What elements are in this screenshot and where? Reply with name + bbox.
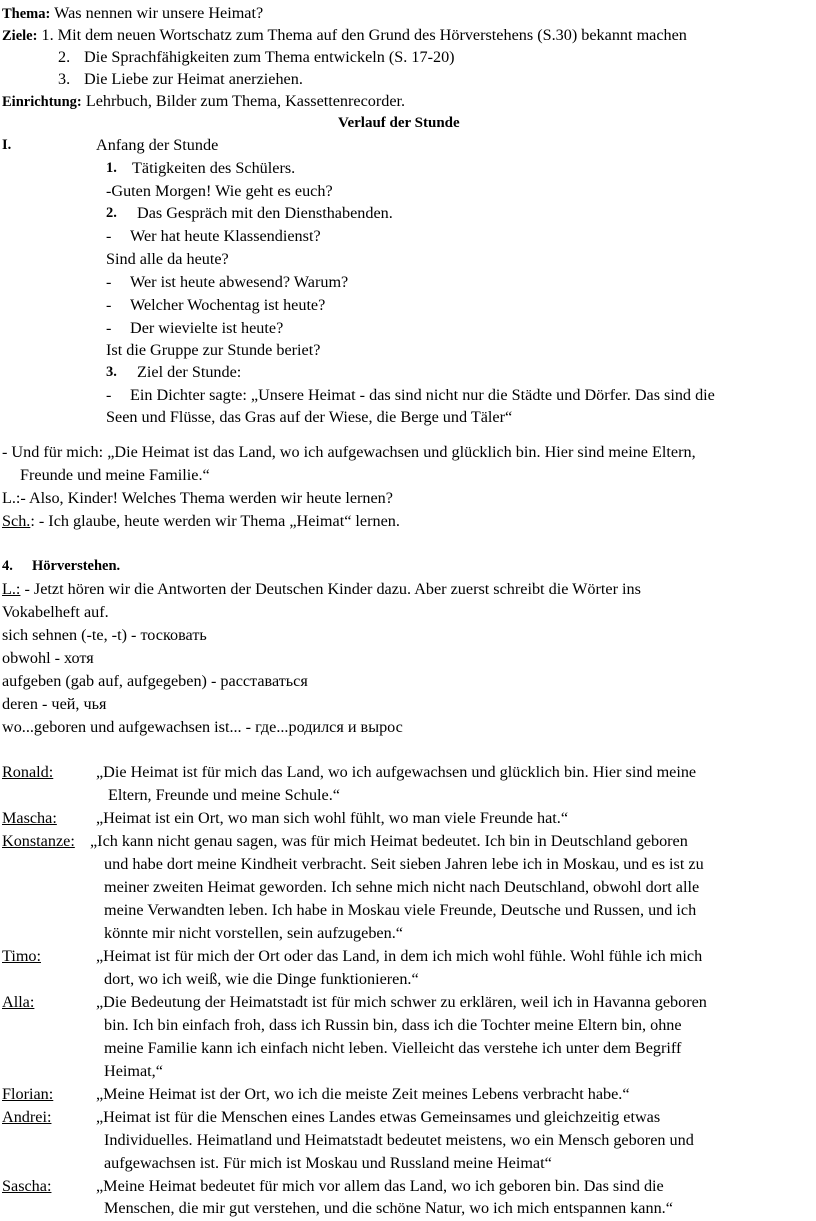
ziel-1: 1. Mit dem neuen Wortschatz zum Thema auf den Grund des Hörverstehens (S.30) bekannt machen xyxy=(41,26,687,44)
speaker-timo: Timo: xyxy=(2,947,41,965)
dash-marker: - xyxy=(106,296,112,314)
answer-line: „Die Heimat ist für mich das Land, wo ich aufgewachsen und glücklich bin. Hier sind meine xyxy=(96,763,697,781)
speaker-alla: Alla: xyxy=(2,993,35,1011)
dash-marker: - xyxy=(106,227,112,245)
item-3-number: 3. xyxy=(106,364,117,380)
ziel-2-num: 2. xyxy=(58,48,71,66)
answer-line: bin. Ich bin einfach froh, dass ich Russin bin, dass ich die Tochter meine Eltern bin, ohne xyxy=(104,1016,682,1034)
dash-marker: - xyxy=(106,386,112,404)
section-4-number: 4. xyxy=(2,558,13,574)
answer-line: „Heimat ist ein Ort, wo man sich wohl fühlt, wo man viele Freunde hat.“ xyxy=(96,809,569,827)
answer-line: dort, wo ich weiß, wie die Dinge funktionieren.“ xyxy=(104,970,419,988)
answer-line: „Heimat ist für die Menschen eines Landes etwas Gemeinsames und gleichzeitig etwas xyxy=(96,1108,661,1126)
speaker-andrei: Andrei: xyxy=(2,1108,52,1126)
listening-intro-line-2: Vokabelheft auf. xyxy=(2,603,109,621)
teacher-label: L.: xyxy=(2,580,21,598)
answer-line: „Meine Heimat bedeutet für mich vor allem das Land, wo ich geboren bin. Das sind die xyxy=(96,1177,664,1195)
answer-line: Eltern, Freunde und meine Schule.“ xyxy=(108,786,340,804)
section-1-number: I. xyxy=(2,137,12,153)
speaker-ronald: Ronald: xyxy=(2,763,54,781)
listening-intro-text: - Jetzt hören wir die Antworten der Deutschen Kinder dazu. Aber zuerst schreibt die Wörter ins xyxy=(20,580,641,598)
answer-line: meine Familie kann ich einfach nicht leben. Vielleicht das verstehe ich unter dem Begriff xyxy=(104,1039,682,1057)
thema-line xyxy=(2,2,263,26)
answer-line: aufgewachsen ist. Für mich ist Moskau und Russland meine Heimat“ xyxy=(104,1154,552,1172)
answer-line: meiner zweiten Heimat geworden. Ich sehne mich nicht nach Deutschland, obwohl dort alle xyxy=(104,878,700,896)
ziel-3: Die Liebe zur Heimat anerziehen. xyxy=(84,70,303,88)
answer-line: „Ich kann nicht genau sagen, was für mich Heimat bedeutet. Ich bin in Deutschland geboren xyxy=(90,832,688,850)
answer-line: „Die Bedeutung der Heimatstadt ist für mich schwer zu erklären, weil ich in Havanna geboren xyxy=(96,993,707,1011)
section-1-title: Anfang der Stunde xyxy=(96,136,219,154)
student-answer xyxy=(2,510,400,533)
item-2-text: Das Gespräch mit den Diensthabenden. xyxy=(137,204,393,222)
answer-line: meine Verwandten leben. Ich habe in Moskau viele Freunde, Deutsche und Russen, und ich xyxy=(104,901,697,919)
item-1-number: 1. xyxy=(106,160,117,176)
ziel-3-num: 3. xyxy=(58,70,71,88)
einrichtung-text: Lehrbuch, Bilder zum Thema, Kassettenrecorder. xyxy=(85,92,406,110)
ziele-line xyxy=(2,24,687,48)
poet-quote-line-1: Ein Dichter sagte: „Unsere Heimat - das sind nicht nur die Städte und Dörfer. Das sind die xyxy=(130,386,715,404)
answer-line: „Meine Heimat ist der Ort, wo ich die meiste Zeit meines Lebens verbracht habe.“ xyxy=(96,1085,630,1103)
question-2: Sind alle da heute? xyxy=(106,250,229,268)
answer-line: Individuelles. Heimatland und Heimatstadt bedeutet meistens, wo ein Mensch geboren und xyxy=(104,1131,694,1149)
answer-line: Menschen, die mir gut verstehen, und die schöne Natur, wo ich mich entspannen kann.“ xyxy=(104,1199,673,1217)
question-4: Welcher Wochentag ist heute? xyxy=(130,296,326,314)
listening-intro-line-1 xyxy=(2,578,641,601)
einrichtung-label: Einrichtung: xyxy=(2,94,82,110)
thema-text: Was nennen wir unsere Heimat? xyxy=(54,4,264,22)
vocab-item: aufgeben (gab auf, aufgegeben) - расставаться xyxy=(2,672,308,690)
einrichtung-line xyxy=(2,90,405,114)
answer-line: „Heimat ist für mich der Ort oder das Land, in dem ich mich wohl fühle. Wohl fühle ich mich xyxy=(96,947,703,965)
teacher-quote-line-2: Freunde und meine Familie.“ xyxy=(20,466,210,484)
poet-quote-line-2: Seen und Flüsse, das Gras auf der Wiese, die Berge und Täler“ xyxy=(106,408,513,426)
answer-line: Heimat,“ xyxy=(104,1062,163,1080)
student-label: Sch. xyxy=(2,512,31,530)
verlauf-heading: Verlauf der Stunde xyxy=(338,115,460,131)
vocab-item: deren - чей, чья xyxy=(2,695,107,713)
vocab-item: sich sehnen (-te, -t) - тосковать xyxy=(2,626,207,644)
question-6: Ist die Gruppe zur Stunde beriet? xyxy=(106,341,321,359)
question-1: Wer hat heute Klassendienst? xyxy=(130,227,321,245)
item-1-text: Tätigkeiten des Schülers. xyxy=(132,159,296,177)
greeting-line: -Guten Morgen! Wie geht es euch? xyxy=(106,182,333,200)
student-answer-text: : - Ich glaube, heute werden wir Thema „Heimat“ lernen. xyxy=(30,512,400,530)
speaker-florian: Florian: xyxy=(2,1085,54,1103)
vocab-item: wo...geboren und aufgewachsen ist... - где...родился и вырос xyxy=(2,718,403,736)
item-3-text: Ziel der Stunde: xyxy=(137,363,242,381)
question-5: Der wievielte ist heute? xyxy=(130,319,284,337)
teacher-question: L.:- Also, Kinder! Welches Thema werden wir heute lernen? xyxy=(2,489,393,507)
item-2-number: 2. xyxy=(106,205,117,221)
dash-marker: - xyxy=(106,273,112,291)
speaker-konstanze: Konstanze: xyxy=(2,832,75,850)
answer-line: könnte mir nicht vorstellen, sein aufzugeben.“ xyxy=(104,924,403,942)
dash-marker: - xyxy=(106,319,112,337)
speaker-mascha: Mascha: xyxy=(2,809,57,827)
section-4-title: Hörverstehen. xyxy=(32,558,121,574)
ziel-2: Die Sprachfähigkeiten zum Thema entwickeln (S. 17-20) xyxy=(84,48,455,66)
teacher-quote-line-1: - Und für mich: „Die Heimat ist das Land, wo ich aufgewachsen und glücklich bin. Hier sind meine Eltern, xyxy=(2,443,696,461)
question-3: Wer ist heute abwesend? Warum? xyxy=(130,273,349,291)
vocab-item: obwohl - хотя xyxy=(2,649,94,667)
answer-line: und habe dort meine Kindheit verbracht. Seit sieben Jahren lebe ich in Moskau, und es ist zu xyxy=(104,855,704,873)
thema-label: Thema: xyxy=(2,6,51,22)
ziele-label: Ziele: xyxy=(2,28,38,44)
speaker-sascha: Sascha: xyxy=(2,1177,52,1195)
